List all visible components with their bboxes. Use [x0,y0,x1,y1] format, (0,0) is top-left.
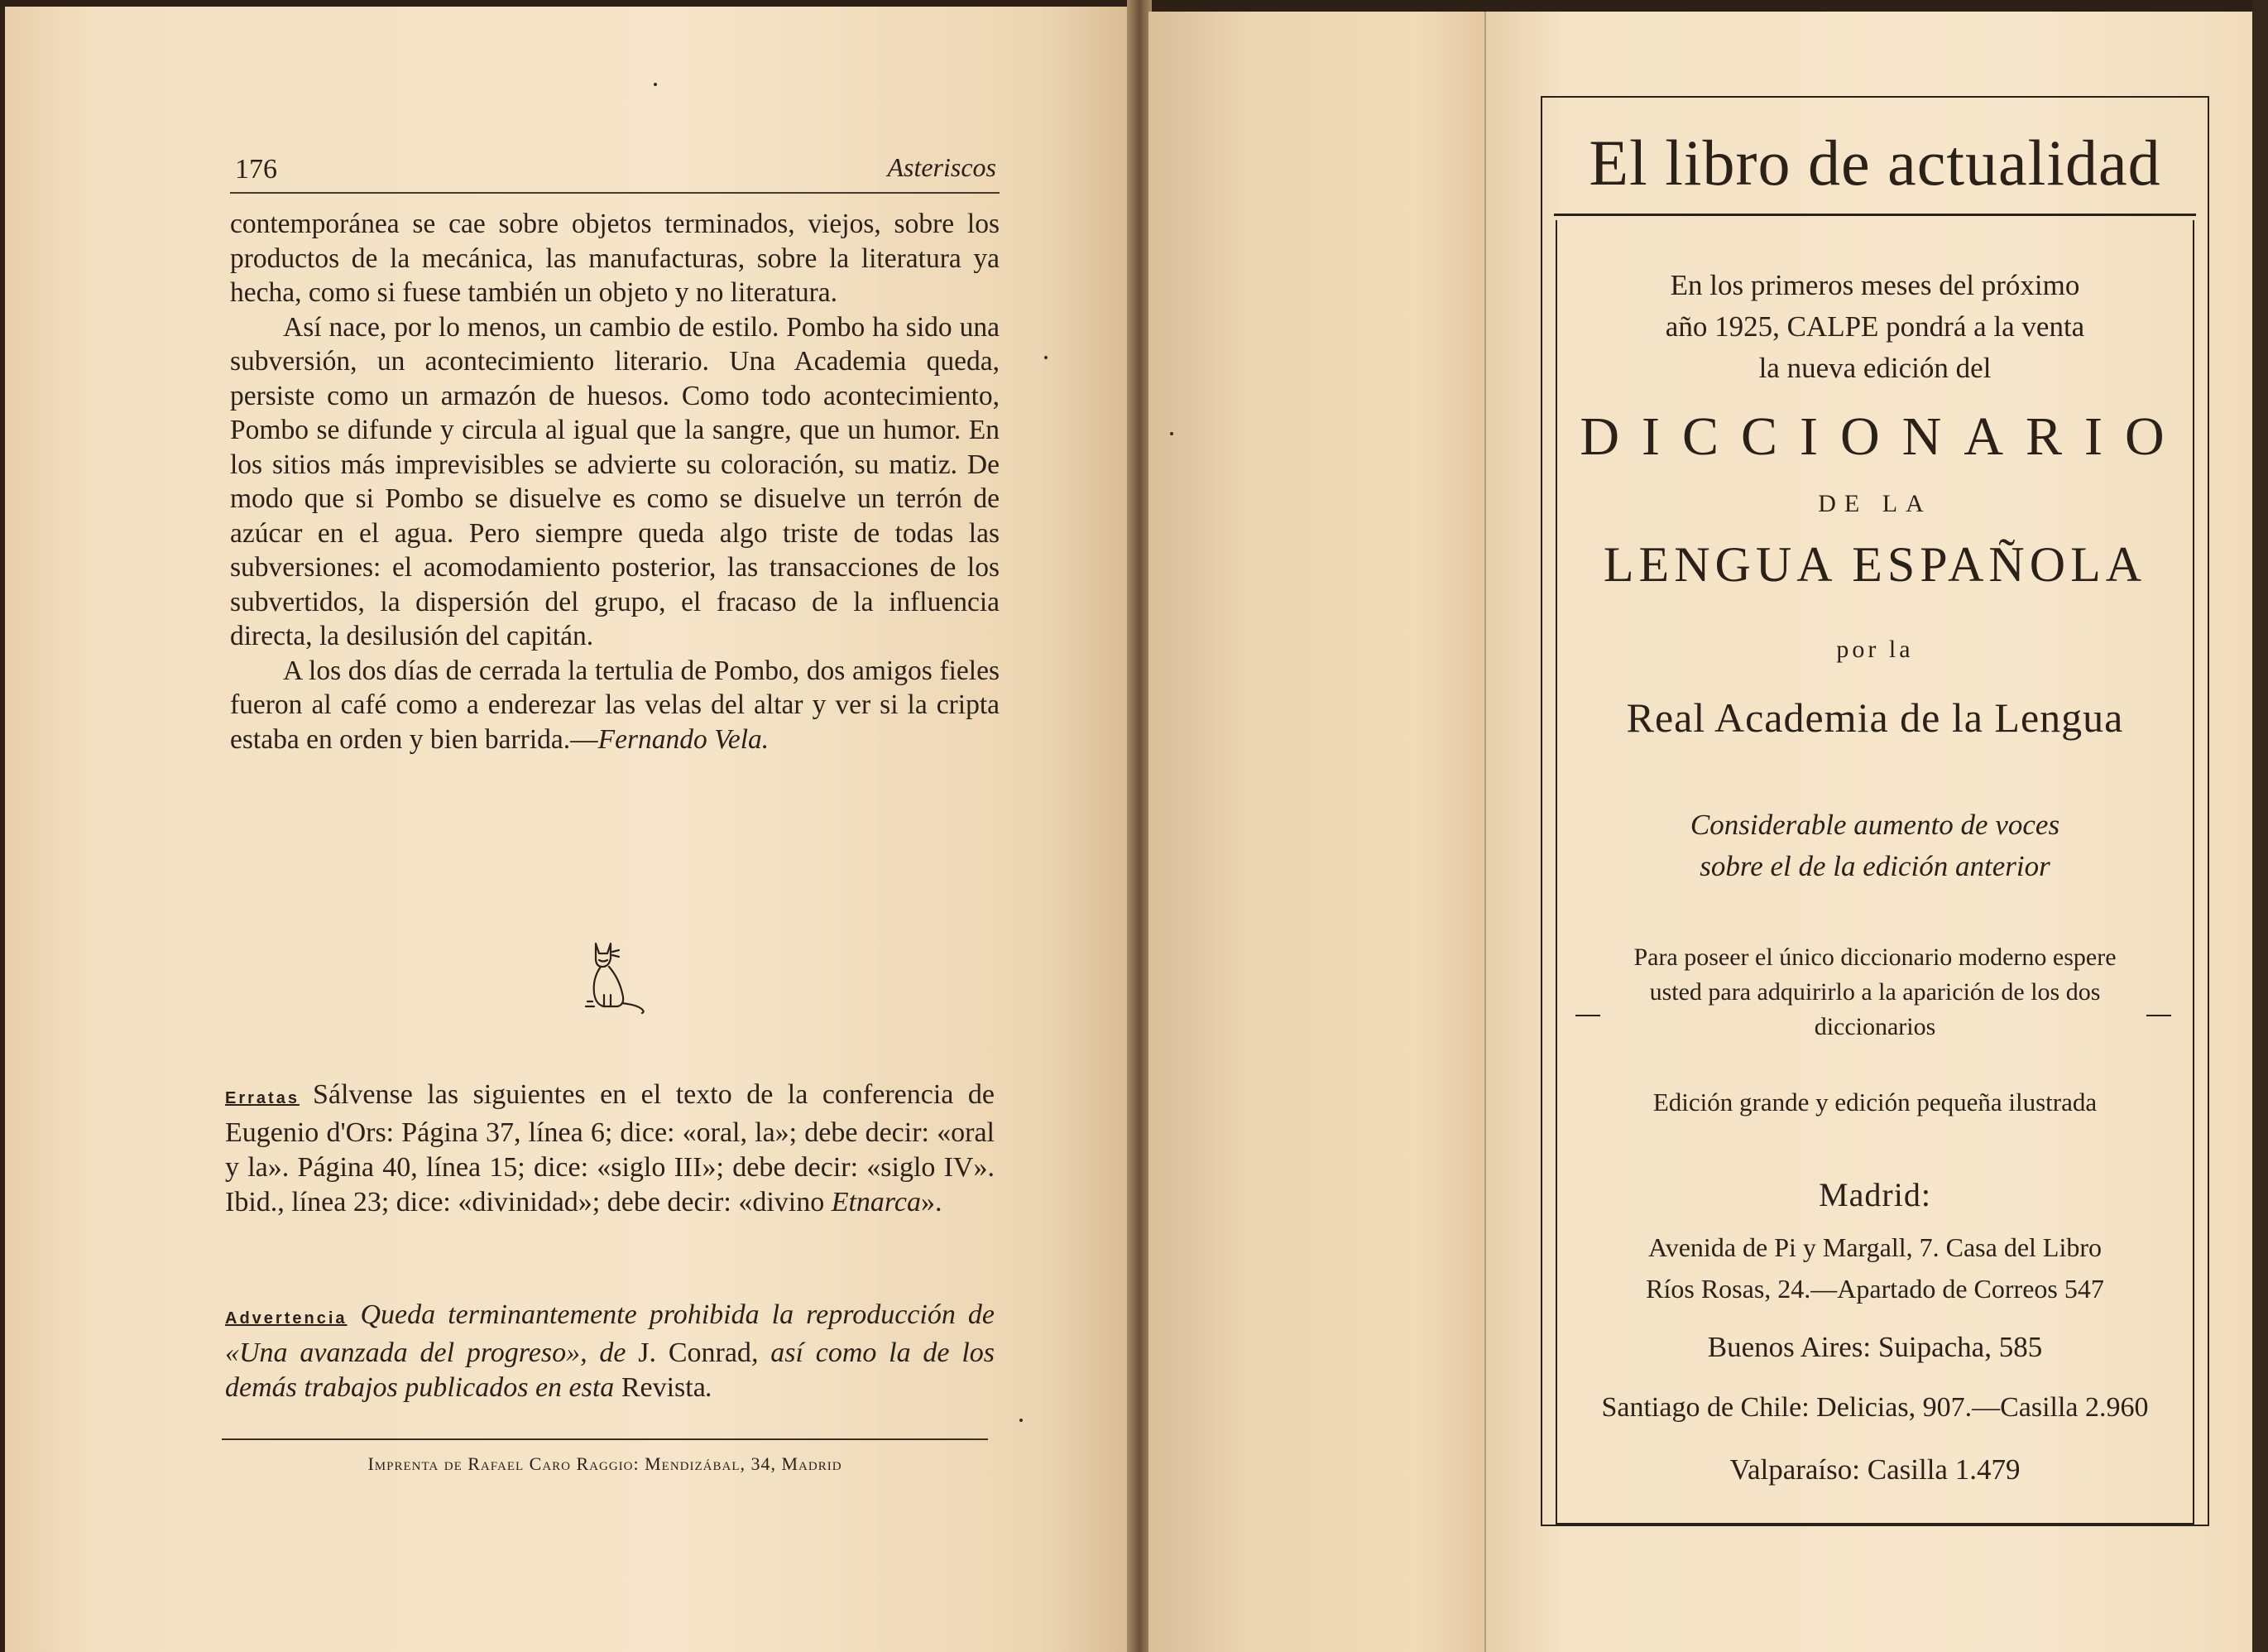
ad-dash-right [2146,1015,2171,1016]
ad-aumento-line: sobre el de la edición anterior [1700,850,2050,882]
paper-speck [1044,356,1048,359]
footer-rule [222,1438,988,1440]
erratas-label: Erratas [225,1089,300,1107]
ad-aumento-line: Considerable aumento de voces [1690,809,2060,841]
ad-poseer-line: diccionarios [1814,1013,1936,1040]
ad-intro [1542,265,2208,389]
ad-buenos-aires: Buenos Aires: Suipacha, 585 [1707,1331,2043,1363]
ad-ediciones: Edición grande y edición pequeña ilustrada [1652,1088,2098,1117]
ad-madrid: Madrid: [1819,1176,1931,1213]
ad-intro-line: la nueva edición del [1758,352,1992,384]
ad-headline: El libro de actualidad [1589,127,2161,199]
article-body [230,207,1000,756]
paragraph-text: A los dos días de cerrada la tertulia de Pombo, dos amigos fieles fueron al café como a enderezar las velas del altar y ver si la cripta estaba en orden y bien barrida.— [230,655,1000,755]
ad-diccionario: DICCIONARIO [1580,406,2187,467]
paper-speck [1019,1419,1023,1422]
paragraph: Así nace, por lo menos, un cambio de estilo. Pombo ha sido una subversión, un acontecimiento literario. Una Academia queda, persiste como un armazón de huesos. Como todo acontecimiento, Pombo se difunde y circula al igual que la sangre, que un humor. En los sitios más imprevisibles se advierte su coloración, su matiz. De modo que si Pombo se disuelve es como se disuelve un terrón de azúcar en el agua. Pero siempre queda algo triste de todas las subversiones: el acomodamiento posterior, las transacciones de los subvertidos, la dispersión del grupo, el fracaso de la influencia directa, la desilusión del capitán. [230,311,1000,651]
ad-valparaiso: Valparaíso: Casilla 1.479 [1729,1453,2021,1486]
running-head [230,149,1000,194]
ad-address-line: Avenida de Pi y Margall, 7. Casa del Libro [1647,1232,2103,1262]
ad-address-line: Ríos Rosas, 24.—Apartado de Correos 547 [1646,1274,2104,1304]
paragraph [230,654,1000,757]
advertencia-text-2: , así como la de los demás trabajos publicados en esta [225,1337,995,1403]
ad-por-la: por la [1836,636,1914,663]
advertencia-text: Queda terminantemente prohibida la reproducción de «Una avanzada del progreso», de [225,1299,995,1368]
ad-real-academia: Real Academia de la Lengua [1626,694,2124,741]
section-title: Asteriscos [887,152,996,182]
advertencia-end: . [705,1372,713,1403]
author-signature: Fernando Vela. [597,723,770,755]
ad-intro-line: año 1925, CALPE pondrá a la venta [1665,310,2085,343]
paper-speck [1170,432,1173,435]
advertencia-label: Advertencia [225,1309,348,1328]
ad-madrid-addresses [1542,1227,2208,1309]
erratas-text: Sálvense las siguientes en el texto de la conferencia de Eugenio d'Ors: Página 37, línea 6; dice: «oral, la»; debe decir: «oral y la». Página 40, línea 15; dice: «siglo III»; debe decir: «siglo IV». Ibid., línea 23; dice: «divinidad»; debe decir: «divino [225,1079,995,1217]
ad-lengua-espanola: LENGUA ESPAÑOLA [1603,537,2147,592]
ad-santiago: Santiago de Chile: Delicias, 907.—Casilla 2.960 [1601,1392,2149,1423]
ad-poseer-line: usted para adquirirlo a la aparición de los dos [1649,978,2101,1006]
ad-poseer [1542,940,2208,1045]
erratas-closing: ». [921,1187,942,1217]
advertencia-author: J. Conrad [638,1337,751,1368]
scan-edge [2252,0,2268,1652]
ad-aumento [1542,804,2208,887]
page-number: 176 [235,154,277,185]
cat-icon [571,935,650,1015]
advertencia-note [225,1298,995,1405]
ad-headline-rule [1554,214,2196,216]
erratas-italic-word: Etnarca [831,1187,921,1217]
paragraph: contemporánea se cae sobre objetos terminados, viejos, sobre los productos de la mecánica, las manufacturas, sobre la literatura ya hecha, como si fuese también un objeto y no literatura. [230,209,1000,308]
ad-poseer-line: Para poseer el único diccionario moderno espere [1633,944,2117,971]
ad-intro-line: En los primeros meses del próximo [1670,269,2080,301]
erratas-note [225,1078,995,1220]
blank-page [1148,12,1488,1652]
advertisement-frame [1541,96,2209,1526]
paper-speck [654,83,657,86]
ad-dash-left [1575,1015,1600,1016]
ad-de-la: DE LA [1818,490,1932,517]
advertencia-revista: Revista [621,1372,706,1403]
printer-imprint: Imprenta de Rafael Caro Raggio: Mendizábal, 34, Madrid [367,1453,842,1474]
